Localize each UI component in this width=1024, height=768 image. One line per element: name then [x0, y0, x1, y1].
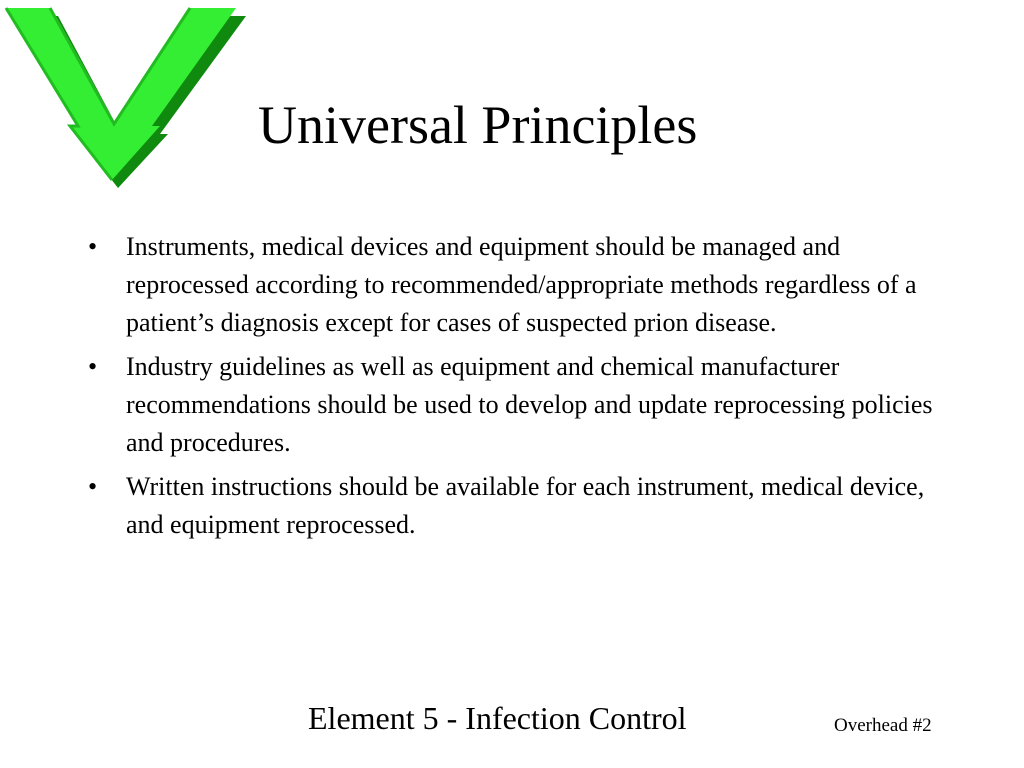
bullet-item: [86, 468, 946, 544]
bullet-dot: •: [88, 352, 98, 381]
bullet-text: Written instructions should be available for each instrument, medical device, and equipment reprocessed.: [126, 472, 925, 539]
slide-title: Universal Principles: [258, 95, 698, 155]
footer-title: Element 5 - Infection Control: [308, 700, 687, 736]
bullet-list: [86, 228, 946, 550]
overhead-number: Overhead #2: [834, 715, 932, 736]
bullet-dot: •: [88, 472, 98, 501]
bullet-text: Instruments, medical devices and equipment should be managed and reprocessed according to recommended/appropriate methods regardless of a patient’s diagnosis except for cases of suspected prion disease.: [126, 232, 917, 337]
checkmark-icon: [0, 0, 250, 200]
bullet-text: Industry guidelines as well as equipment and chemical manufacturer recommendations should be used to develop and update reprocessing policies and procedures.: [126, 352, 933, 457]
bullet-item: [86, 228, 946, 342]
bullet-item: [86, 348, 946, 462]
bullet-dot: •: [88, 232, 98, 261]
